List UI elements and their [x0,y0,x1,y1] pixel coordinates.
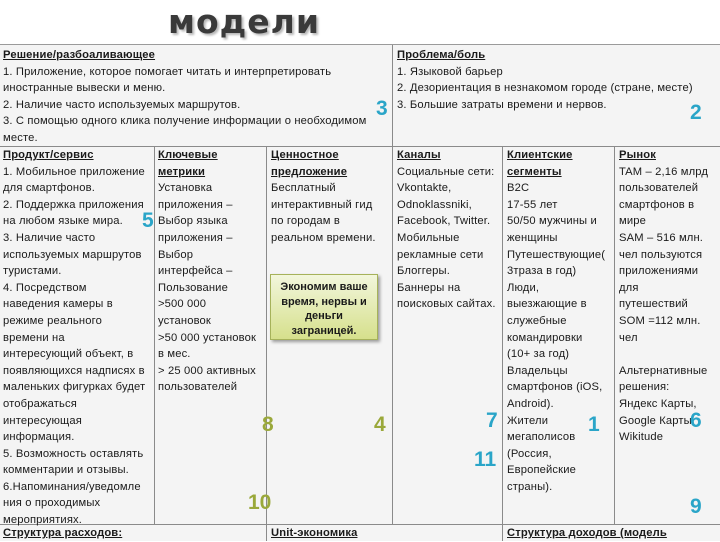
value-heading: предложение [271,165,348,178]
metrics-line: Пользование [158,281,228,294]
market-line: Google Карты, [619,414,696,427]
solution-line: 1. Приложение, которое помогает читать и интерпретировать [3,65,332,78]
channels-block [397,147,503,313]
segments-line: 50/50 мужчины и [507,215,597,228]
product-line: появляющихся надписях в [3,364,145,377]
metrics-line: приложения – [158,198,233,211]
product-line: отображаться [3,397,77,410]
block-number-10: 10 [248,491,272,514]
metrics-block [158,147,266,396]
problem-line: 1. Языковой барьер [397,65,503,78]
product-line: используемых маршрутов [3,248,142,261]
product-line: наведения камеры в [3,298,113,311]
product-line: информация. [3,431,75,444]
product-line: мероприятиях. [3,514,83,527]
metrics-line: интерфейса – [158,265,233,278]
segments-heading: сегменты [507,165,562,178]
channels-line: Мобильные [397,231,460,244]
divider-value [392,146,393,524]
segments-line: мегаполисов [507,431,576,444]
block-number-11: 11 [474,448,497,471]
segments-heading: Клиентские [507,149,573,161]
channels-line: Odnoklassniki, [397,198,472,211]
product-line: 4. Посредством [3,281,87,294]
product-line: интересующий объект, в [3,348,134,361]
value-line: интерактивный гид [271,198,373,211]
block-number-5: 5 [142,209,154,232]
product-line: туристами. [3,265,62,278]
block-number-2: 2 [690,101,702,124]
metrics-line: в мес. [158,348,191,361]
channels-line: Баннеры на [397,281,461,294]
revenue-heading: Структура доходов (модель [507,527,667,539]
solution-line: 3. С помощью одного клика получение информации о необходимом [3,115,367,128]
block-number-4: 4 [374,413,386,436]
block-number-7: 7 [486,409,498,432]
product-heading: Продукт/сервис [3,149,94,161]
metrics-line: Выбор [158,248,194,261]
market-line: Альтернативные [619,364,708,377]
product-block [3,147,155,529]
block-number-8: 8 [262,413,274,436]
channels-line: Блоггеры. [397,265,450,278]
problem-line: 2. Дезориентация в незнакомом городе (стране, месте) [397,82,693,95]
metrics-line: приложения – [158,231,233,244]
market-line: приложениями [619,265,699,278]
segments-line: Владельцы [507,364,568,377]
metrics-line: установок [158,314,211,327]
segments-line: Европейские [507,464,576,477]
solution-line: месте. [3,131,38,144]
value-heading: Ценностное [271,149,339,161]
product-line: ния о проходимых [3,497,101,510]
segments-line: командировки [507,331,583,344]
product-line: режиме реального [3,314,102,327]
market-line: путешествий [619,298,688,311]
value-callout [270,274,378,340]
market-line: Wikitude [619,431,664,444]
product-line: времени на [3,331,65,344]
channels-heading: Каналы [397,149,441,161]
segments-line: (10+ за год) [507,348,570,361]
solution-block [3,47,388,147]
metrics-line: > 25 000 активных [158,364,256,377]
market-line: для [619,281,639,294]
segments-line: B2C [507,182,530,195]
segments-line: 3траза в год) [507,265,577,278]
market-line: SAM – 516 млн. [619,231,704,244]
market-line: смартфонов в [619,198,695,211]
product-line: 5. Возможность оставлять [3,447,144,460]
segments-line: 17-55 лет [507,198,558,211]
solution-line: иностранные вывески и меню. [3,82,166,95]
metrics-line: Установка [158,182,213,195]
problem-heading: Проблема/боль [397,49,486,61]
product-line: 6.Напоминания/уведомле [3,480,141,493]
market-line [619,346,717,363]
market-line: решения: [619,381,670,394]
callout-line: Экономим ваше [280,281,368,293]
value-line: по городам в [271,215,340,228]
market-line: чел [619,331,638,344]
metrics-heading: Ключевые [158,149,218,161]
channels-line: Facebook, Twitter. [397,215,491,228]
market-block [619,147,717,446]
value-block [271,147,391,247]
metrics-line: Выбор языка [158,215,228,228]
segments-line: (Россия, [507,447,552,460]
product-line: 2. Поддержка приложения [3,198,144,211]
metrics-line: >50 000 установок [158,331,257,344]
segments-line: Люди, [507,281,540,294]
segments-line: служебные [507,314,567,327]
product-line: 3. Наличие часто [3,231,96,244]
value-line: реальном времени. [271,231,376,244]
metrics-line: пользователей [158,381,238,394]
product-line: маленьких фигурках будет [3,381,146,394]
segments-line: женщины [507,231,558,244]
segments-line: страны). [507,480,553,493]
product-line: комментарии и отзывы. [3,464,129,477]
product-line: интересующая [3,414,82,427]
product-line: 1. Мобильное приложение [3,165,145,178]
block-number-3: 3 [376,97,388,120]
metrics-heading: метрики [158,165,206,178]
costs-heading: Структура расходов: [3,527,123,539]
channels-line: Социальные сети: [397,165,495,178]
channels-line: Vkontakte, [397,182,452,195]
product-line: для смартфонов. [3,182,95,195]
block-number-6: 6 [690,409,702,432]
market-line: чел пользуются [619,248,703,261]
segments-line: Жители [507,414,549,427]
solution-heading: Решение/разбоаливающее [3,49,156,61]
business-model-canvas [0,44,720,541]
metrics-line: >500 000 [158,298,207,311]
solution-line: 2. Наличие часто используемых маршрутов. [3,98,241,111]
value-line: Бесплатный [271,182,336,195]
market-line: мире [619,215,646,228]
divider-metrics [266,146,267,541]
block-number-9: 9 [690,495,702,518]
segments-line: выезжающие в [507,298,587,311]
callout-line: заграницей. [291,324,357,337]
problem-line: 3. Большие затраты времени и нервов. [397,98,607,111]
segments-line: Android). [507,397,554,410]
market-heading: Рынок [619,149,656,161]
block-number-1: 1 [588,413,600,436]
segments-line: смартфонов (iOS, [507,381,603,394]
divider-top-vertical [392,45,393,146]
product-line: на любом языке мира. [3,215,123,228]
market-line: TAM – 2,16 млрд [619,165,709,178]
callout-line: деньги [305,310,343,322]
page-title: модели [168,2,320,41]
market-line: пользователей [619,182,699,195]
market-line: Яндекс Карты, [619,397,697,410]
callout-line: время, нервы и [281,295,367,308]
market-line: SOM =112 млн. [619,314,701,327]
unit-economics-heading: Unit-экономика [271,527,358,539]
channels-line: рекламные сети [397,248,484,261]
channels-line: поисковых сайтах. [397,298,496,311]
segments-line: Путешествующие( [507,248,606,261]
segments-block [507,147,615,495]
problem-block [397,47,717,113]
